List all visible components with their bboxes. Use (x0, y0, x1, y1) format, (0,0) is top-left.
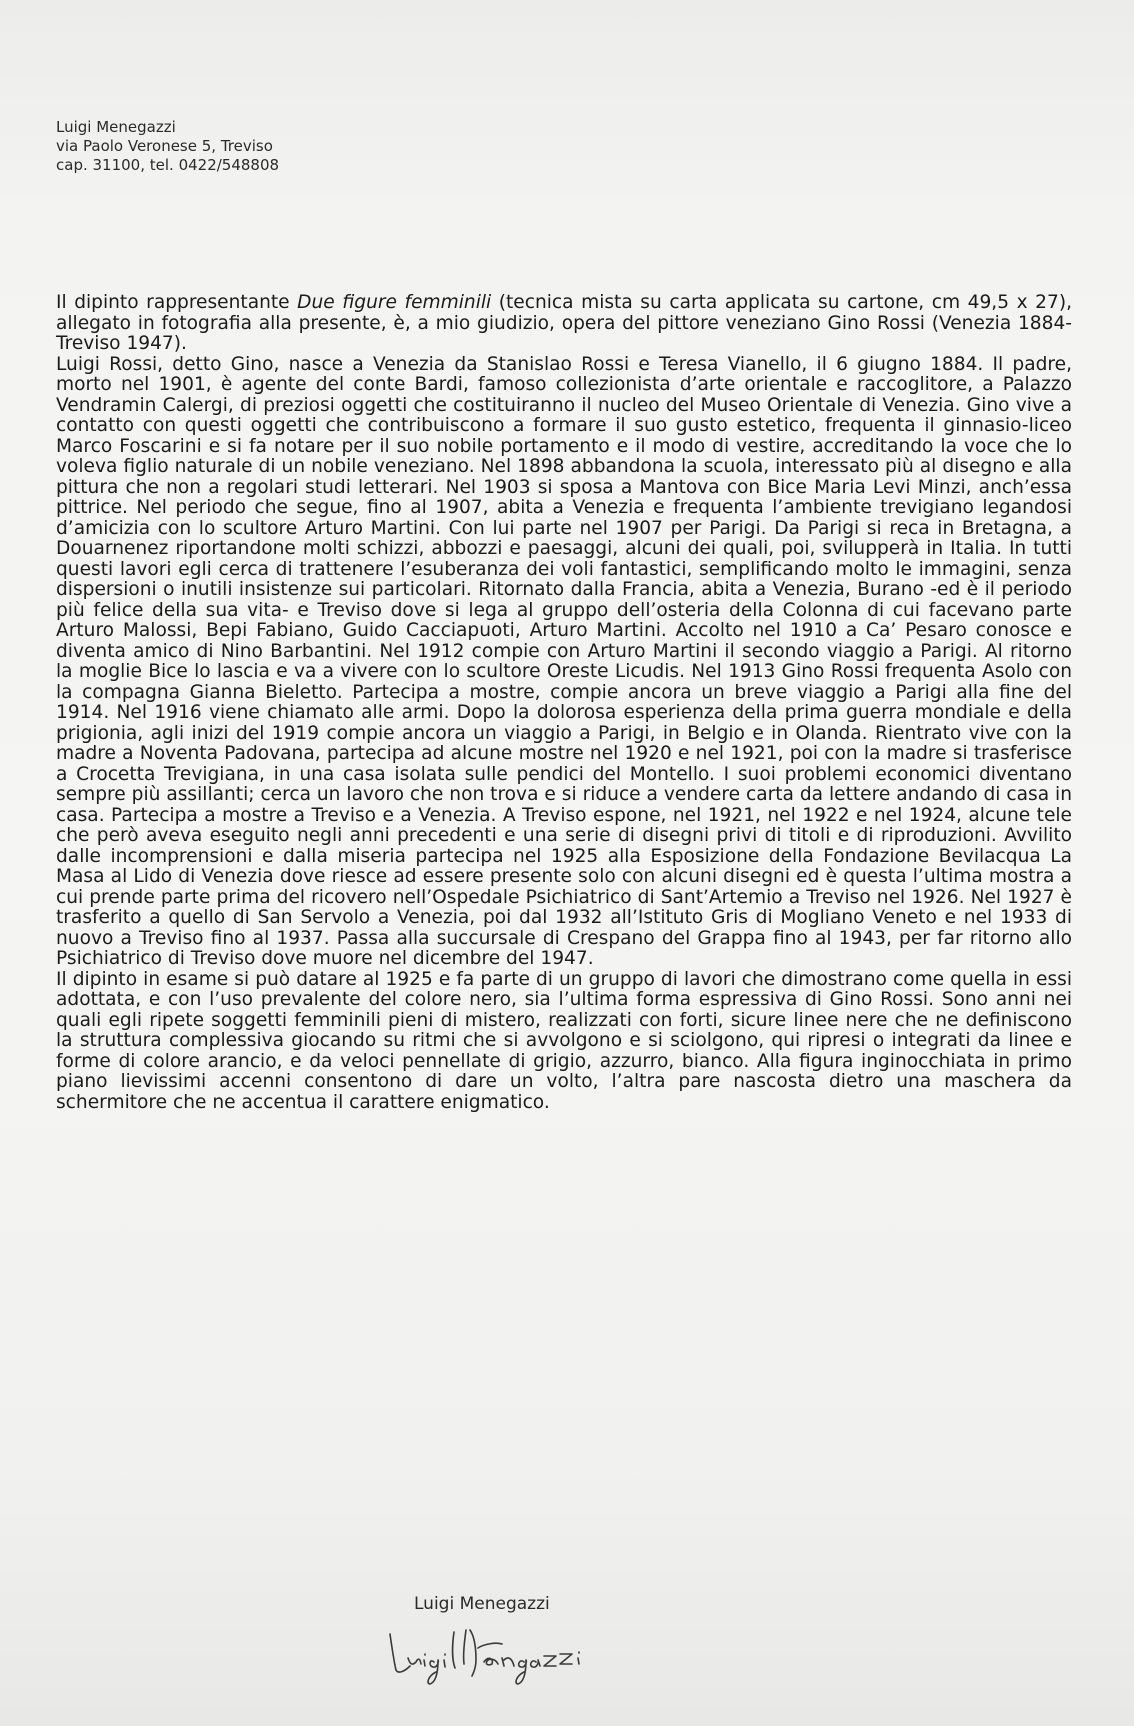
sender-address: via Paolo Veronese 5, Treviso (56, 137, 273, 155)
paragraph-intro: Il dipinto rappresentante Due figure femminili (tecnica mista su carta applicata su cartone, cm 49,5 x 27), allegato in fotografia alla presente, è, a mio giudizio, opera del pittore veneziano Gino Rossi (Venezia 1884-Treviso 1947). (56, 292, 1072, 354)
paragraph-biography: Luigi Rossi, detto Gino, nasce a Venezia da Stanislao Rossi e Teresa Vianello, il 6 giugno 1884. Il padre, morto nel 1901, è agente del conte Bardi, famoso collezionista d’arte orientale e raccoglitore, a Palazzo Vendramin Calergi, di preziosi oggetti che costituiranno il nucleo del Museo Orientale di Venezia. Gino vive a contatto con questi oggetti che contribuiscono a formare il suo gusto estetico, frequenta il ginnasio-liceo Marco Foscarini e si fa notare per il suo nobile portamento e il modo di vestire, accreditando la voce che lo voleva figlio naturale di un nobile veneziano. Nel 1898 abbandona la scuola, interessato più al disegno e alla pittura che non a regolari studi letterari. Nel 1903 si sposa a Mantova con Bice Maria Levi Minzi, anch’essa pittrice. Nel periodo che segue, fino al 1907, abita a Venezia e frequenta l’ambiente trevigiano legandosi d’amicizia con lo scultore Arturo Martini. Con lui parte nel 1907 per Parigi. Da Parigi si reca in Bretagna, a Douarnenez riportandone molti schizzi, abbozzi e paesaggi, alcuni dei quali, poi, svilupperà in Italia. In tutti questi lavori egli cerca di trattenere l’esuberanza dei voli fantastici, semplificando molto le immagini, senza dispersioni o inutili insistenze sui particolari. Ritornato dalla Francia, abita a Venezia, Burano -ed è il periodo più felice della sua vita- e Treviso dove si lega al gruppo dell’osteria della Colonna di cui facevano parte Arturo Malossi, Bepi Fabiano, Guido Cacciapuoti, Arturo Martini. Accolto nel 1910 a Ca’ Pesaro conosce e diventa amico di Nino Barbantini. Nel 1912 compie con Arturo Martini il secondo viaggio a Parigi. Al ritorno la moglie Bice lo lascia e va a vivere con lo scultore Oreste Licudis. Nel 1913 Gino Rossi frequenta Asolo con la compagna Gianna Bieletto. Partecipa a mostre, compie ancora un breve viaggio a Parigi alla fine del 1914. Nel 1916 viene chiamato alle armi. Dopo la dolorosa esperienza della prima guerra mondiale e della prigionia, agli inizi del 1919 compie ancora un viaggio a Parigi, in Belgio e in Olanda. Rientrato vive con la madre a Noventa Padovana, partecipa ad alcune mostre nel 1920 e nel 1921, poi con la madre si trasferisce a Crocetta Trevigiana, in una casa isolata sulle pendici del Montello. I suoi problemi economici diventano sempre più assillanti; cerca un lavoro che non trova e si riduce a vendere carta da lettere andando di casa in casa. Partecipa a mostre a Treviso e a Venezia. A Treviso espone, nel 1921, nel 1922 e nel 1924, alcune tele che però aveva eseguito negli anni precedenti e una serie di disegni privi di titoli e di riproduzioni. Avvilito dalle incomprensioni e dalla miseria partecipa nel 1925 alla Esposizione della Fondazione Bevilacqua La Masa al Lido di Venezia dove riesce ad essere presente solo con alcuni disegni ed è questa l’ultima mostra a cui prende parte prima del ricovero nell’Ospedale Psichiatrico di Sant’Artemio a Treviso nel 1926. Nel 1927 è trasferito a quello di San Servolo a Venezia, poi dal 1932 all’Istituto Gris di Mogliano Veneto e nel 1933 di nuovo a Treviso fino al 1937. Passa alla succursale di Crespano del Grappa fino al 1943, per far ritorno allo Psichiatrico di Treviso dove muore nel dicembre del 1947. (56, 353, 1072, 969)
artwork-title: Due figure femminili (297, 292, 492, 313)
handwritten-signature (384, 1618, 660, 1688)
sender-block (56, 118, 279, 175)
signatory-name: Luigi Menegazzi (414, 1594, 550, 1614)
sender-contact: cap. 31100, tel. 0422/548808 (56, 156, 280, 174)
signature-strokes (390, 1630, 579, 1684)
letter-body (56, 293, 1072, 1113)
paragraph-analysis: Il dipinto in esame si può datare al 1925 e fa parte di un gruppo di lavori che dimostrano come quella in essi adottata, e con l’uso prevalente del colore nero, sia l’ultima forma espressiva di Gino Rossi. Sono anni nei quali egli ripete soggetti femminili pieni di mistero, realizzati con forti, sicure linee nere che ne definiscono la struttura complessiva giocando su ritmi che si avvolgono e si sciolgono, qui ripresi o integrati da linee e forme di colore arancio, e da veloci pennellate di grigio, azzurro, bianco. Alla figura inginocchiata in primo piano lievissimi accenni consentono di dare un volto, l’altra pare nascosta dietro una maschera da schermitore che ne accentua il carattere enigmatico. (56, 968, 1072, 1113)
sender-name: Luigi Menegazzi (56, 118, 176, 136)
